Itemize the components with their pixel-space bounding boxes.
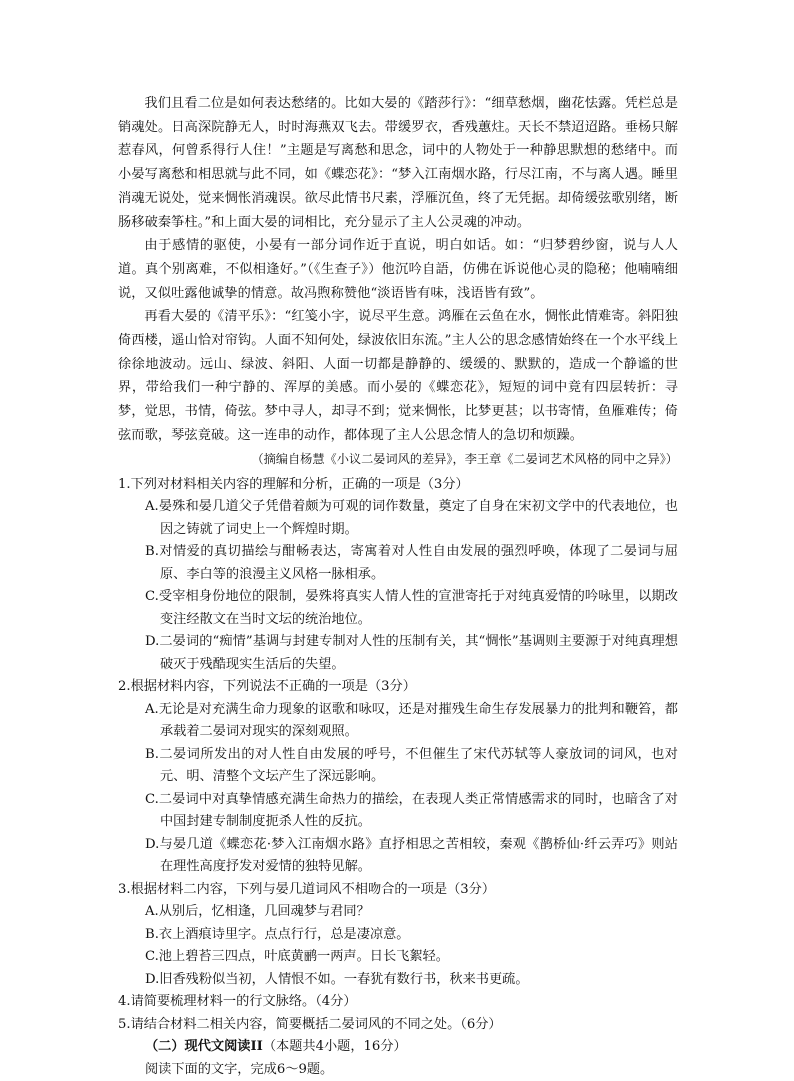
question-stem: 1.下列对材料相关内容的理解和分析，正确的一项是（3分）: [118, 476, 469, 492]
passage-paragraph-3: 再看大晏的《清平乐》：“红笺小字，说尽平生意。鸿雁在云鱼在水，惆怅此情难寄。斜阳独倚西楼，遥山恰对帘钩。人面不知何处，绿波依旧东流。”主人公的思念感情始终在一个水平线上徐徐地波动。远山、绿波、斜阳、人面一切都是静静的、缓缓的、默默的，造成一个静谧的世界，带给我们一种宁静的、浑厚的美感。而小晏的《蝶恋花》，短短的词中竟有四层转折：寻梦，觉思，书情，倚弦。梦中寻人，却寻不到；觉来惆怅，比梦更甚；以书寄情，鱼雁难传；倚弦而歌，琴弦竟破。这一连串的动作，都体现了主人公思念情人的急切和烦躁。: [118, 309, 678, 443]
question-stem: 4.请简要梳理材料一的行文脉络。（4分）: [118, 994, 357, 1010]
question-2: [118, 676, 678, 879]
section-intro: 阅读下面的文字，完成6～9题。: [145, 1061, 334, 1077]
question-stem: 2.根据材料内容，下列说法不正确的一项是（3分）: [118, 679, 416, 695]
question-option: D.与晏几道《蝶恋花·梦入江南烟水路》直抒相思之苦相较，秦观《鹊桥仙·纤云弄巧》则站在理性高度抒发对爱情的独特见解。: [145, 836, 678, 875]
passage-paragraph-1: 我们且看二位是如何表达愁绪的。比如大晏的《踏莎行》：“细草愁烟，幽花怯露。凭栏总是销魂处。日高深院静无人，时时海燕双飞去。带缓罗衣，香残蕙炷。天长不禁迢迢路。垂杨只解惹春风，何曾系得行人住！”主题是写离愁和思念，词中的人物处于一种静思默想的愁绪中。而小晏写离愁和相思就与此不同，如《蝶恋花》：“梦入江南烟水路，行尽江南，不与离人遇。睡里消魂无说处，觉来惆怅消魂误。欲尽此情书尺素，浮雁沉鱼，终了无凭据。却倚缓弦歌别绪，断肠移破秦筝柱。”和上面大晏的词相比，充分显示了主人公灵魂的冲动。: [118, 96, 678, 230]
section-title: [145, 1036, 678, 1059]
section-title-text: （二）现代文阅读II: [145, 1039, 263, 1055]
question-option: C.二晏词中对真挚情感充满生命热力的描绘，在表现人类正常情感需求的同时，也暗含了对中国封建专制制度扼杀人性的反抗。: [145, 791, 678, 830]
section-header: [118, 1036, 678, 1081]
question-option: B.对情爱的真切描绘与酣畅表达，寄寓着对人性自由发展的强烈呼唤，体现了二晏词与屈原、李白等的浪漫主义风格一脉相承。: [145, 544, 678, 582]
question-option: D.旧香残粉似当初，人情恨不如。一春犹有数行书，秋来书更疏。: [145, 971, 529, 987]
question-option: C.受宰相身份地位的限制，晏殊将真实人情人性的宣泄寄托于对纯真爱情的吟咏里，以期改变注经散文在当时文坛的统治地位。: [145, 589, 678, 627]
question-option: B.衣上酒痕诗里字。点点行行，总是凄凉意。: [145, 926, 410, 942]
passage-paragraph-2: 由于感情的驱使，小晏有一部分词作近于直说，明白如话。如：“归梦碧纱窗，说与人人道。真个别离难，不似相逢好。”（《生查子》）他沉吟自語，仿佛在诉说他心灵的隐秘；他喃喃细说，又似吐露他诚挚的情意。故冯煦称赞他“淡语皆有味，浅语皆有致”。: [118, 238, 678, 301]
question-option: A.无论是对充满生命力现象的讴歌和咏叹，还是对摧残生命生存发展暴力的批判和鞭笞，都承载着二晏词对现实的深刻观照。: [145, 701, 678, 740]
question-stem: 5.请结合材料二相关内容，简要概括二晏词风的不同之处。（6分）: [118, 1016, 502, 1032]
passage-source: （摘编自杨慧《小议二晏词风的差异》，李王章《二晏词艺术风格的同中之异》）: [251, 451, 678, 466]
question-1: [118, 474, 678, 677]
section-subtitle: （本题共4小题，16分）: [262, 1039, 407, 1055]
question-option: A.从别后，忆相逢，几回魂梦与君同？: [145, 904, 370, 920]
exam-page: [118, 92, 678, 1081]
question-option: D.二晏词的“痴情”基调与封建专制对人性的压制有关，其“惆怅”基调则主要源于对纯真理想破灭于残酷现实生活后的失望。: [145, 634, 678, 672]
question-option: C.池上碧苔三四点，叶底黄鹂一两声。日长飞絮轻。: [145, 949, 449, 965]
question-3: [118, 879, 678, 992]
question-option: A.晏殊和晏几道父子凭借着颇为可观的词作数量，奠定了自身在宋初文学中的代表地位，也因之铸就了词史上一个辉煌时期。: [145, 499, 678, 537]
question-4: [118, 991, 678, 1014]
passage: [118, 92, 678, 468]
question-list: [118, 474, 678, 1081]
question-option: B.二晏词所发出的对人性自由发展的呼号，不但催生了宋代苏轼等人豪放词的词风，也对元、明、清整个文坛产生了深远影响。: [145, 746, 678, 785]
question-5: [118, 1014, 678, 1037]
question-stem: 3.根据材料二内容，下列与晏几道词风不相吻合的一项是（3分）: [118, 881, 496, 897]
